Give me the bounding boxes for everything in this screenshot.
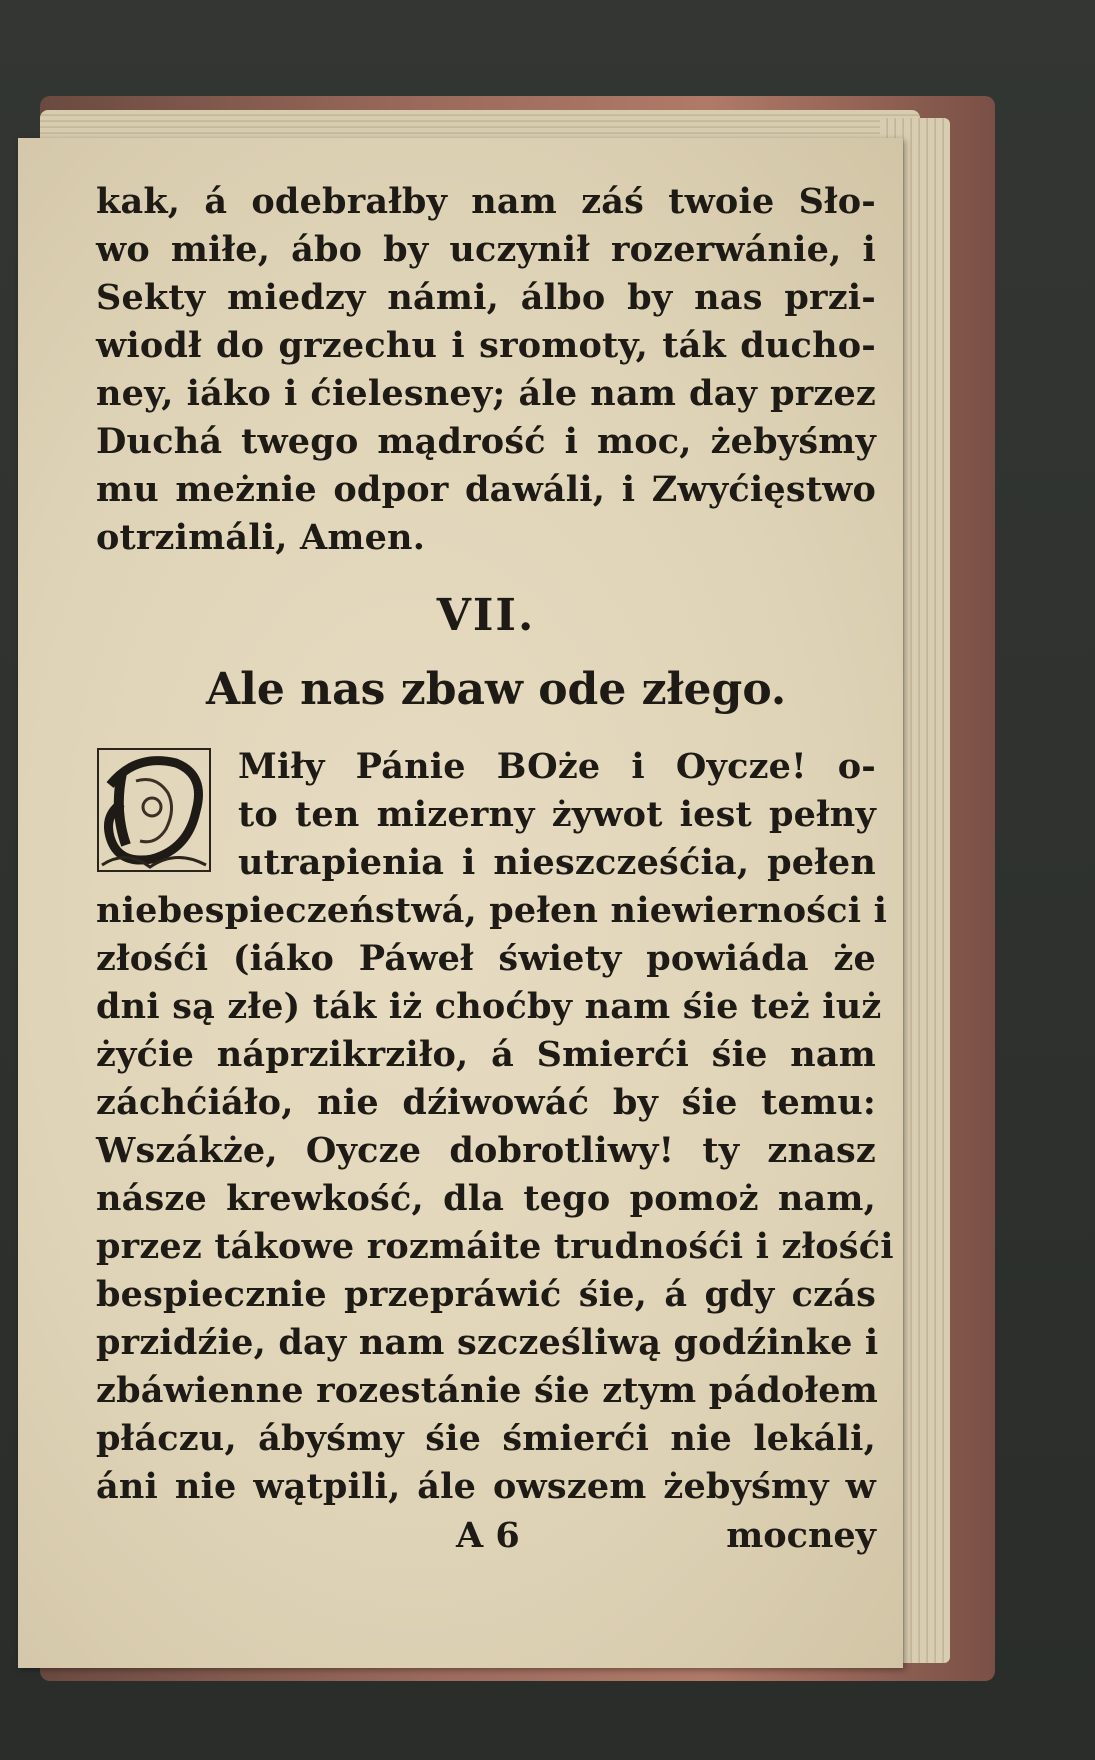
drop-cap-ornament xyxy=(96,745,214,877)
text-line: utrapienia i nieszcześćia, pełen xyxy=(238,842,876,883)
text-line: násze krewkość, dla tego pomoż nam, xyxy=(96,1178,876,1219)
text-line: Wszákże, Oycze dobrotliwy! ty znasz xyxy=(96,1130,876,1171)
text-line: Duchá twego mądrość i moc, żebyśmy xyxy=(96,421,876,462)
text-line: niebespieczeństwá, pełen niewierności i xyxy=(96,890,888,931)
text-line: to ten mizerny żywot iest pełny xyxy=(238,794,876,835)
text-line: wiodł do grzechu i sromoty, ták ducho- xyxy=(96,325,876,366)
paragraph-2 xyxy=(96,743,894,1511)
text-line: dni są złe) ták iż choćby nam śie też iuż xyxy=(96,986,882,1027)
text-line: áni nie wątpili, ále owszem żebyśmy w xyxy=(96,1466,876,1507)
text-line: przidźie, day nam szcześliwą godźinke i xyxy=(96,1322,879,1363)
text-line: bespiecznie przepráwić śie, á gdy czás xyxy=(96,1274,876,1315)
text-line: otrzimáli, Amen. xyxy=(96,517,426,558)
text-line: zbáwienne rozestánie śie ztym pádołem xyxy=(96,1370,878,1411)
text-line: złośći (iáko Páweł świety powiáda że xyxy=(96,938,876,979)
text-line: ney, iáko i ćielesney; ále nam day przez xyxy=(96,373,876,414)
text-line: wo miłe, ábo by uczynił rozerwánie, i xyxy=(96,229,876,270)
signature-mark: A 6 xyxy=(456,1515,520,1556)
text-line: kak, á odebrałby nam záś twoie Sło- xyxy=(96,181,876,222)
book-page xyxy=(18,138,903,1668)
page-text xyxy=(96,178,894,1565)
text-line: mu meżnie odpor dawáli, i Zwyćięstwo xyxy=(96,469,876,510)
text-line: żyćie náprzikrziło, á Smierći śie nam xyxy=(96,1034,876,1075)
catchword: mocney xyxy=(726,1515,876,1556)
text-line: przez tákowe rozmáite trudnośći i złośći xyxy=(96,1226,894,1267)
text-line: záchćiáło, nie dźiwowáć by śie temu: xyxy=(96,1082,876,1123)
text-line: Miły Pánie BOże i Oycze! o- xyxy=(238,746,876,787)
chapter-title: Ale nas zbaw ode złego. xyxy=(206,664,787,715)
page-footer xyxy=(96,1515,876,1565)
text-line: płáczu, ábyśmy śie śmierći nie lekáli, xyxy=(96,1418,876,1459)
paragraph-1 xyxy=(96,178,876,562)
text-line: Sekty miedzy námi, álbo by nas przi- xyxy=(96,277,876,318)
chapter-number: VII. xyxy=(436,590,536,641)
